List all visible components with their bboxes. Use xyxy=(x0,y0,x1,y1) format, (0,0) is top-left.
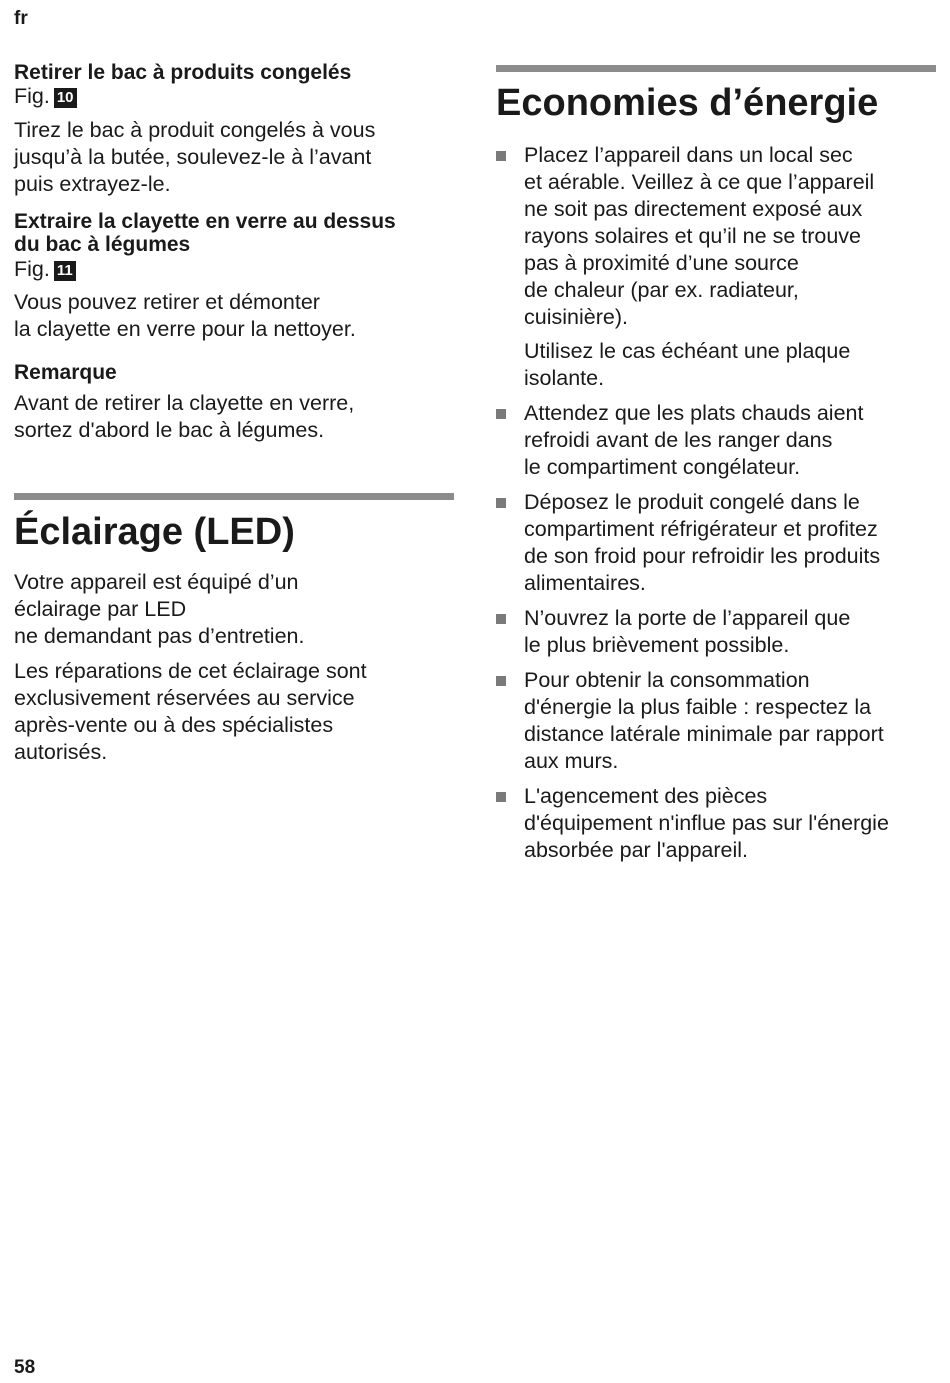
text-line: aux murs. xyxy=(524,749,619,773)
figure-number-badge: 10 xyxy=(54,88,77,108)
list-item xyxy=(496,489,936,597)
list-item xyxy=(496,783,936,864)
text-line: exclusivement réservées au service xyxy=(14,686,355,710)
text-line: ne soit pas directement exposé aux xyxy=(524,197,863,221)
section-title-remove-glass-shelf xyxy=(14,210,396,256)
title-line: du bac à légumes xyxy=(14,233,191,256)
bullet-square-icon xyxy=(496,151,506,161)
text-line: Placez l’appareil dans un local sec xyxy=(524,143,853,167)
text-line: distance latérale minimale par rapport xyxy=(524,722,884,746)
text-line: Votre appareil est équipé d’un xyxy=(14,570,299,594)
text-line: autorisés. xyxy=(14,740,108,764)
text-line: d'énergie la plus faible : respectez la xyxy=(524,695,872,719)
bullet-square-icon xyxy=(496,792,506,802)
page-number: 58 xyxy=(14,1357,36,1378)
paragraph-remove-freezer-drawer xyxy=(14,117,454,198)
text-line: jusqu’à la butée, soulevez-le à l’avant xyxy=(14,145,372,169)
text-line: Les réparations de cet éclairage sont xyxy=(14,659,367,683)
paragraph-remove-glass-shelf xyxy=(14,289,454,343)
list-item xyxy=(496,142,936,392)
text-line: de son froid pour refroidir les produits xyxy=(524,544,881,568)
bullet-square-icon xyxy=(496,498,506,508)
text-line: le plus brièvement possible. xyxy=(524,633,790,657)
text-line: isolante. xyxy=(524,366,605,390)
text-line: le compartiment congélateur. xyxy=(524,455,801,479)
bullet-square-icon xyxy=(496,676,506,686)
fig-label: Fig. xyxy=(14,257,50,281)
text-line: éclairage par LED xyxy=(14,597,187,621)
text-line: Vous pouvez retirer et démonter xyxy=(14,290,320,314)
section-divider xyxy=(14,493,454,500)
text-line: cuisinière). xyxy=(524,305,628,329)
text-line: compartiment réfrigérateur et profitez xyxy=(524,517,878,541)
text-line: L'agencement des pièces xyxy=(524,784,768,808)
text-line: après-vente ou à des spécialistes xyxy=(14,713,334,737)
bullet-square-icon xyxy=(496,409,506,419)
text-line: rayons solaires et qu’il ne se trouve xyxy=(524,224,862,248)
note-title: Remarque xyxy=(14,361,117,384)
figure-number-badge: 11 xyxy=(54,261,76,281)
text-line: d'équipement n'influe pas sur l'énergie xyxy=(524,811,889,835)
text-line: sortez d'abord le bac à légumes. xyxy=(14,418,325,442)
list-item xyxy=(496,667,936,775)
text-line: Attendez que les plats chauds aient xyxy=(524,401,864,425)
text-line: Déposez le produit congelé dans le xyxy=(524,490,860,514)
text-line: Utilisez le cas échéant une plaque xyxy=(524,339,851,363)
text-line: et aérable. Veillez à ce que l’appareil xyxy=(524,170,875,194)
text-line: pas à proximité d’une source xyxy=(524,251,799,275)
text-line: absorbée par l'appareil. xyxy=(524,838,749,862)
text-line: de chaleur (par ex. radiateur, xyxy=(524,278,799,302)
text-line: refroidi avant de les ranger dans xyxy=(524,428,833,452)
paragraph-lighting-2 xyxy=(14,658,454,766)
fig-label: Fig. xyxy=(14,84,50,108)
text-line: N’ouvrez la porte de l’appareil que xyxy=(524,606,851,630)
text-line: la clayette en verre pour la nettoyer. xyxy=(14,317,356,341)
heading-lighting: Éclairage (LED) xyxy=(14,511,295,553)
list-item xyxy=(496,400,936,481)
heading-energy-saving: Economies d’énergie xyxy=(496,82,879,124)
list-item xyxy=(496,605,936,659)
note-paragraph xyxy=(14,390,454,444)
text-line: Avant de retirer la clayette en verre, xyxy=(14,391,355,415)
text-line: Tirez le bac à produit congelés à vous xyxy=(14,118,376,142)
section-divider xyxy=(496,65,936,72)
language-tag: fr xyxy=(14,8,28,29)
energy-tips-list xyxy=(496,142,936,872)
text-line: Pour obtenir la consommation xyxy=(524,668,810,692)
text-line: alimentaires. xyxy=(524,571,646,595)
paragraph-lighting-1 xyxy=(14,569,454,650)
figure-reference xyxy=(14,256,76,283)
figure-reference xyxy=(14,83,77,110)
text-line: ne demandant pas d’entretien. xyxy=(14,624,305,648)
section-title-remove-freezer-drawer: Retirer le bac à produits congelés xyxy=(14,61,352,84)
bullet-square-icon xyxy=(496,614,506,624)
text-line: puis extrayez-le. xyxy=(14,172,171,196)
title-line: Extraire la clayette en verre au dessus xyxy=(14,210,396,233)
